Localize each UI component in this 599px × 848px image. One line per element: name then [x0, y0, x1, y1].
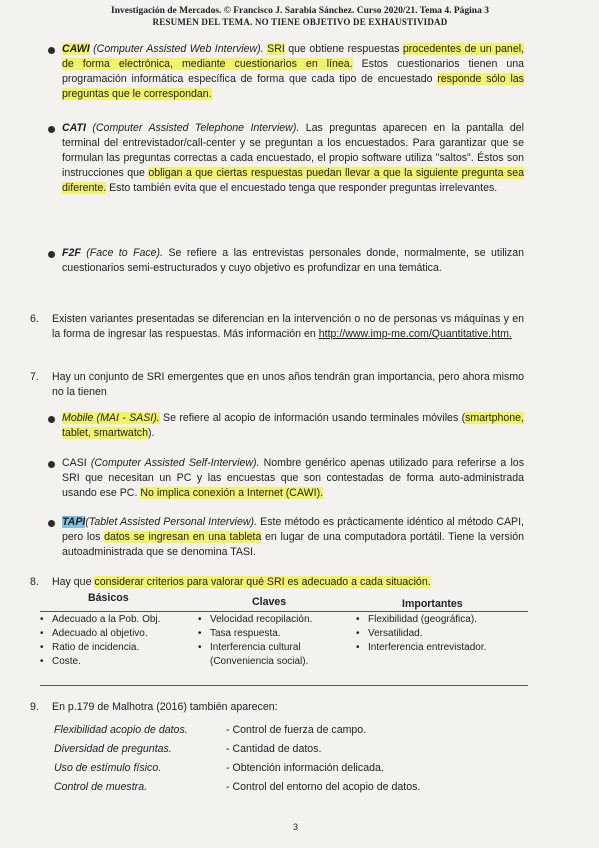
- table-cell: • Interferencia entrevistador.: [356, 641, 532, 655]
- cati-text-2: Esto también evita que el encuestado tenga que responder preguntas irrelevantes.: [106, 182, 498, 194]
- list-item: [54, 741, 524, 760]
- bullet-icon: [48, 47, 55, 54]
- tapi-text-2: en lugar de una computadora portátil. Tiene la versión autoadministrada que se denomina TASI.: [62, 531, 524, 558]
- bullet-icon: [48, 126, 55, 133]
- point-6-link[interactable]: http://www.imp-me.com/Quantitative.htm.: [318, 328, 512, 340]
- tapi-label: TAPI: [62, 516, 86, 528]
- table-cell: • Adecuado a la Pob. Obj.: [40, 613, 192, 627]
- header-line-2: RESUMEN DEL TEMA. NO TIENE OBJETIVO DE EXHAUSTIVIDAD: [152, 17, 448, 27]
- point-6-number: 6.: [30, 313, 39, 325]
- casi-label: CASI: [62, 457, 87, 469]
- table-cell: • Tasa respuesta.: [198, 627, 348, 641]
- bullet-icon: [48, 416, 55, 423]
- cawi-paragraph: [62, 42, 524, 102]
- cati-highlight-1: obligan a que ciertas respuestas puedan llevar a que la siguiente pregunta sea diferente.: [62, 167, 524, 194]
- list-item-left: Uso de estímulo físico.: [54, 762, 162, 774]
- cawi-text-2: Estos cuestionarios tienen una programación informática específica de forma que cada tipo de encuestado: [62, 58, 524, 85]
- table-cell: • Adecuado al objetivo.: [40, 627, 192, 641]
- tapi-expansion: (Tablet Assisted Personal Interview).: [85, 516, 258, 528]
- f2f-expansion: (Face to Face).: [86, 247, 164, 259]
- mobile-text-1: Se refiere al acopio de información usando terminales móviles (: [159, 412, 466, 424]
- casi-text: Nombre genérico apenas utilizado para referirse a los SRI que necesitan un PC y las encuestas que son contestadas de forma auto-administrada usando ese PC.: [62, 457, 524, 499]
- cati-label: CATI: [62, 122, 86, 134]
- cawi-expansion: (Computer Assisted Web Interview).: [93, 43, 264, 55]
- list-item-left: Flexibilidad acopio de datos.: [54, 724, 188, 736]
- list-item-right: - Control del entorno del acopio de datos.: [226, 781, 421, 793]
- mobile-text-2: ).: [147, 427, 155, 439]
- f2f-paragraph: [62, 246, 524, 276]
- point-9-number: 9.: [30, 701, 39, 713]
- point-8-paragraph: [52, 575, 524, 590]
- point-9-text: En p.179 de Malhotra (2016) también aparecen:: [52, 701, 278, 713]
- point-9-list: [54, 722, 524, 798]
- cati-paragraph: [62, 121, 524, 196]
- point-7-number: 7.: [30, 371, 39, 383]
- tapi-text-1: Este método es prácticamente idéntico al método CAPI, pero los: [62, 516, 524, 543]
- cati-text-1: Las preguntas aparecen en la pantalla del terminal del entrevistador/call-center y se preguntan a los encuestados. Para garantizar que se formulan las preguntas correctas a cada encuestado, el propio software utiliza "saltos". Éstos son instrucciones que: [62, 122, 524, 179]
- list-item: [54, 779, 524, 798]
- table-cell: • Versatilidad.: [356, 627, 532, 641]
- table-rule-top: [40, 611, 528, 612]
- table-cell: • Interferencia cultural: [198, 641, 348, 655]
- casi-highlight: No implica conexión a Internet (CAWI).: [140, 487, 324, 499]
- point-7-text: Hay un conjunto de SRI emergentes que en unos años tendrán gran importancia, pero ahora mismo no la tienen: [52, 371, 524, 398]
- point-8-highlight: considerar criterios para valorar qué SRI es adecuado a cada situación.: [94, 576, 431, 588]
- cawi-highlight-1: SRI: [267, 43, 285, 55]
- tapi-highlight: datos se ingresan en una tableta: [104, 531, 262, 543]
- mobile-highlight: smartphone, tablet, smartwatch: [62, 412, 524, 439]
- table-header-claves: Claves: [252, 596, 287, 608]
- page-header: [60, 6, 540, 28]
- table-column-basicos: [40, 613, 192, 669]
- list-item-left: Diversidad de preguntas.: [54, 743, 172, 755]
- cawi-highlight-3: responde sólo las preguntas que le correspondan.: [62, 73, 524, 100]
- casi-paragraph: [62, 456, 524, 501]
- cawi-text-1: que obtiene respuestas: [284, 43, 403, 55]
- point-6-paragraph: [52, 312, 524, 342]
- tapi-paragraph: [62, 515, 524, 560]
- list-item-right: - Cantidad de datos.: [226, 743, 322, 755]
- casi-expansion: (Computer Assisted Self-Interview).: [90, 457, 260, 469]
- point-8-text: Hay que: [52, 576, 95, 588]
- mobile-label: Mobile (MAI - SASI).: [62, 412, 160, 424]
- table-header-basicos: Básicos: [88, 592, 129, 604]
- list-item-right: - Control de fuerza de campo.: [226, 724, 367, 736]
- list-item-left: Control de muestra.: [54, 781, 148, 793]
- f2f-label: F2F: [62, 247, 81, 259]
- header-line-1: Investigación de Mercados. © Francisco J. Sarabia Sánchez. Curso 2020/21. Tema 4. Página 3: [111, 6, 489, 16]
- cawi-label: CAWI: [62, 43, 90, 55]
- table-cell: • Flexibilidad (geográfica).: [356, 613, 532, 627]
- list-item-right: - Obtención información delicada.: [226, 762, 384, 774]
- table-header-importantes: Importantes: [402, 598, 463, 610]
- bullet-icon: [48, 251, 55, 258]
- table-cell: • Ratio de incidencia.: [40, 641, 192, 655]
- bullet-icon: [48, 520, 55, 527]
- point-8-number: 8.: [30, 576, 39, 588]
- table-cell: • Velocidad recopilación.: [198, 613, 348, 627]
- cati-expansion: (Computer Assisted Telephone Interview).: [92, 122, 300, 134]
- f2f-text: Se refiere a las entrevistas personales donde, normalmente, se utilizan cuestionarios semi-estructurados y cuyo objetivo es profundizar en una temática.: [62, 247, 524, 274]
- table-rule-bottom: [40, 685, 528, 686]
- table-column-claves: [198, 613, 348, 669]
- table-column-importantes: [356, 613, 532, 655]
- table-cell: (Conveniencia social).: [210, 656, 309, 667]
- mobile-paragraph: [62, 411, 524, 441]
- list-item: [54, 760, 524, 779]
- cawi-highlight-2: procedentes de un panel, de forma electrónica, mediante cuestionarios en línea.: [62, 43, 525, 70]
- bullet-icon: [48, 461, 55, 468]
- page-number: 3: [293, 822, 299, 832]
- list-item: [54, 722, 524, 741]
- point-6-text: Existen variantes presentadas se diferencian en la intervención o no de personas vs máquinas y en la forma de ingresar las respuestas. Más información en: [52, 313, 524, 340]
- table-cell: • Coste.: [40, 655, 192, 669]
